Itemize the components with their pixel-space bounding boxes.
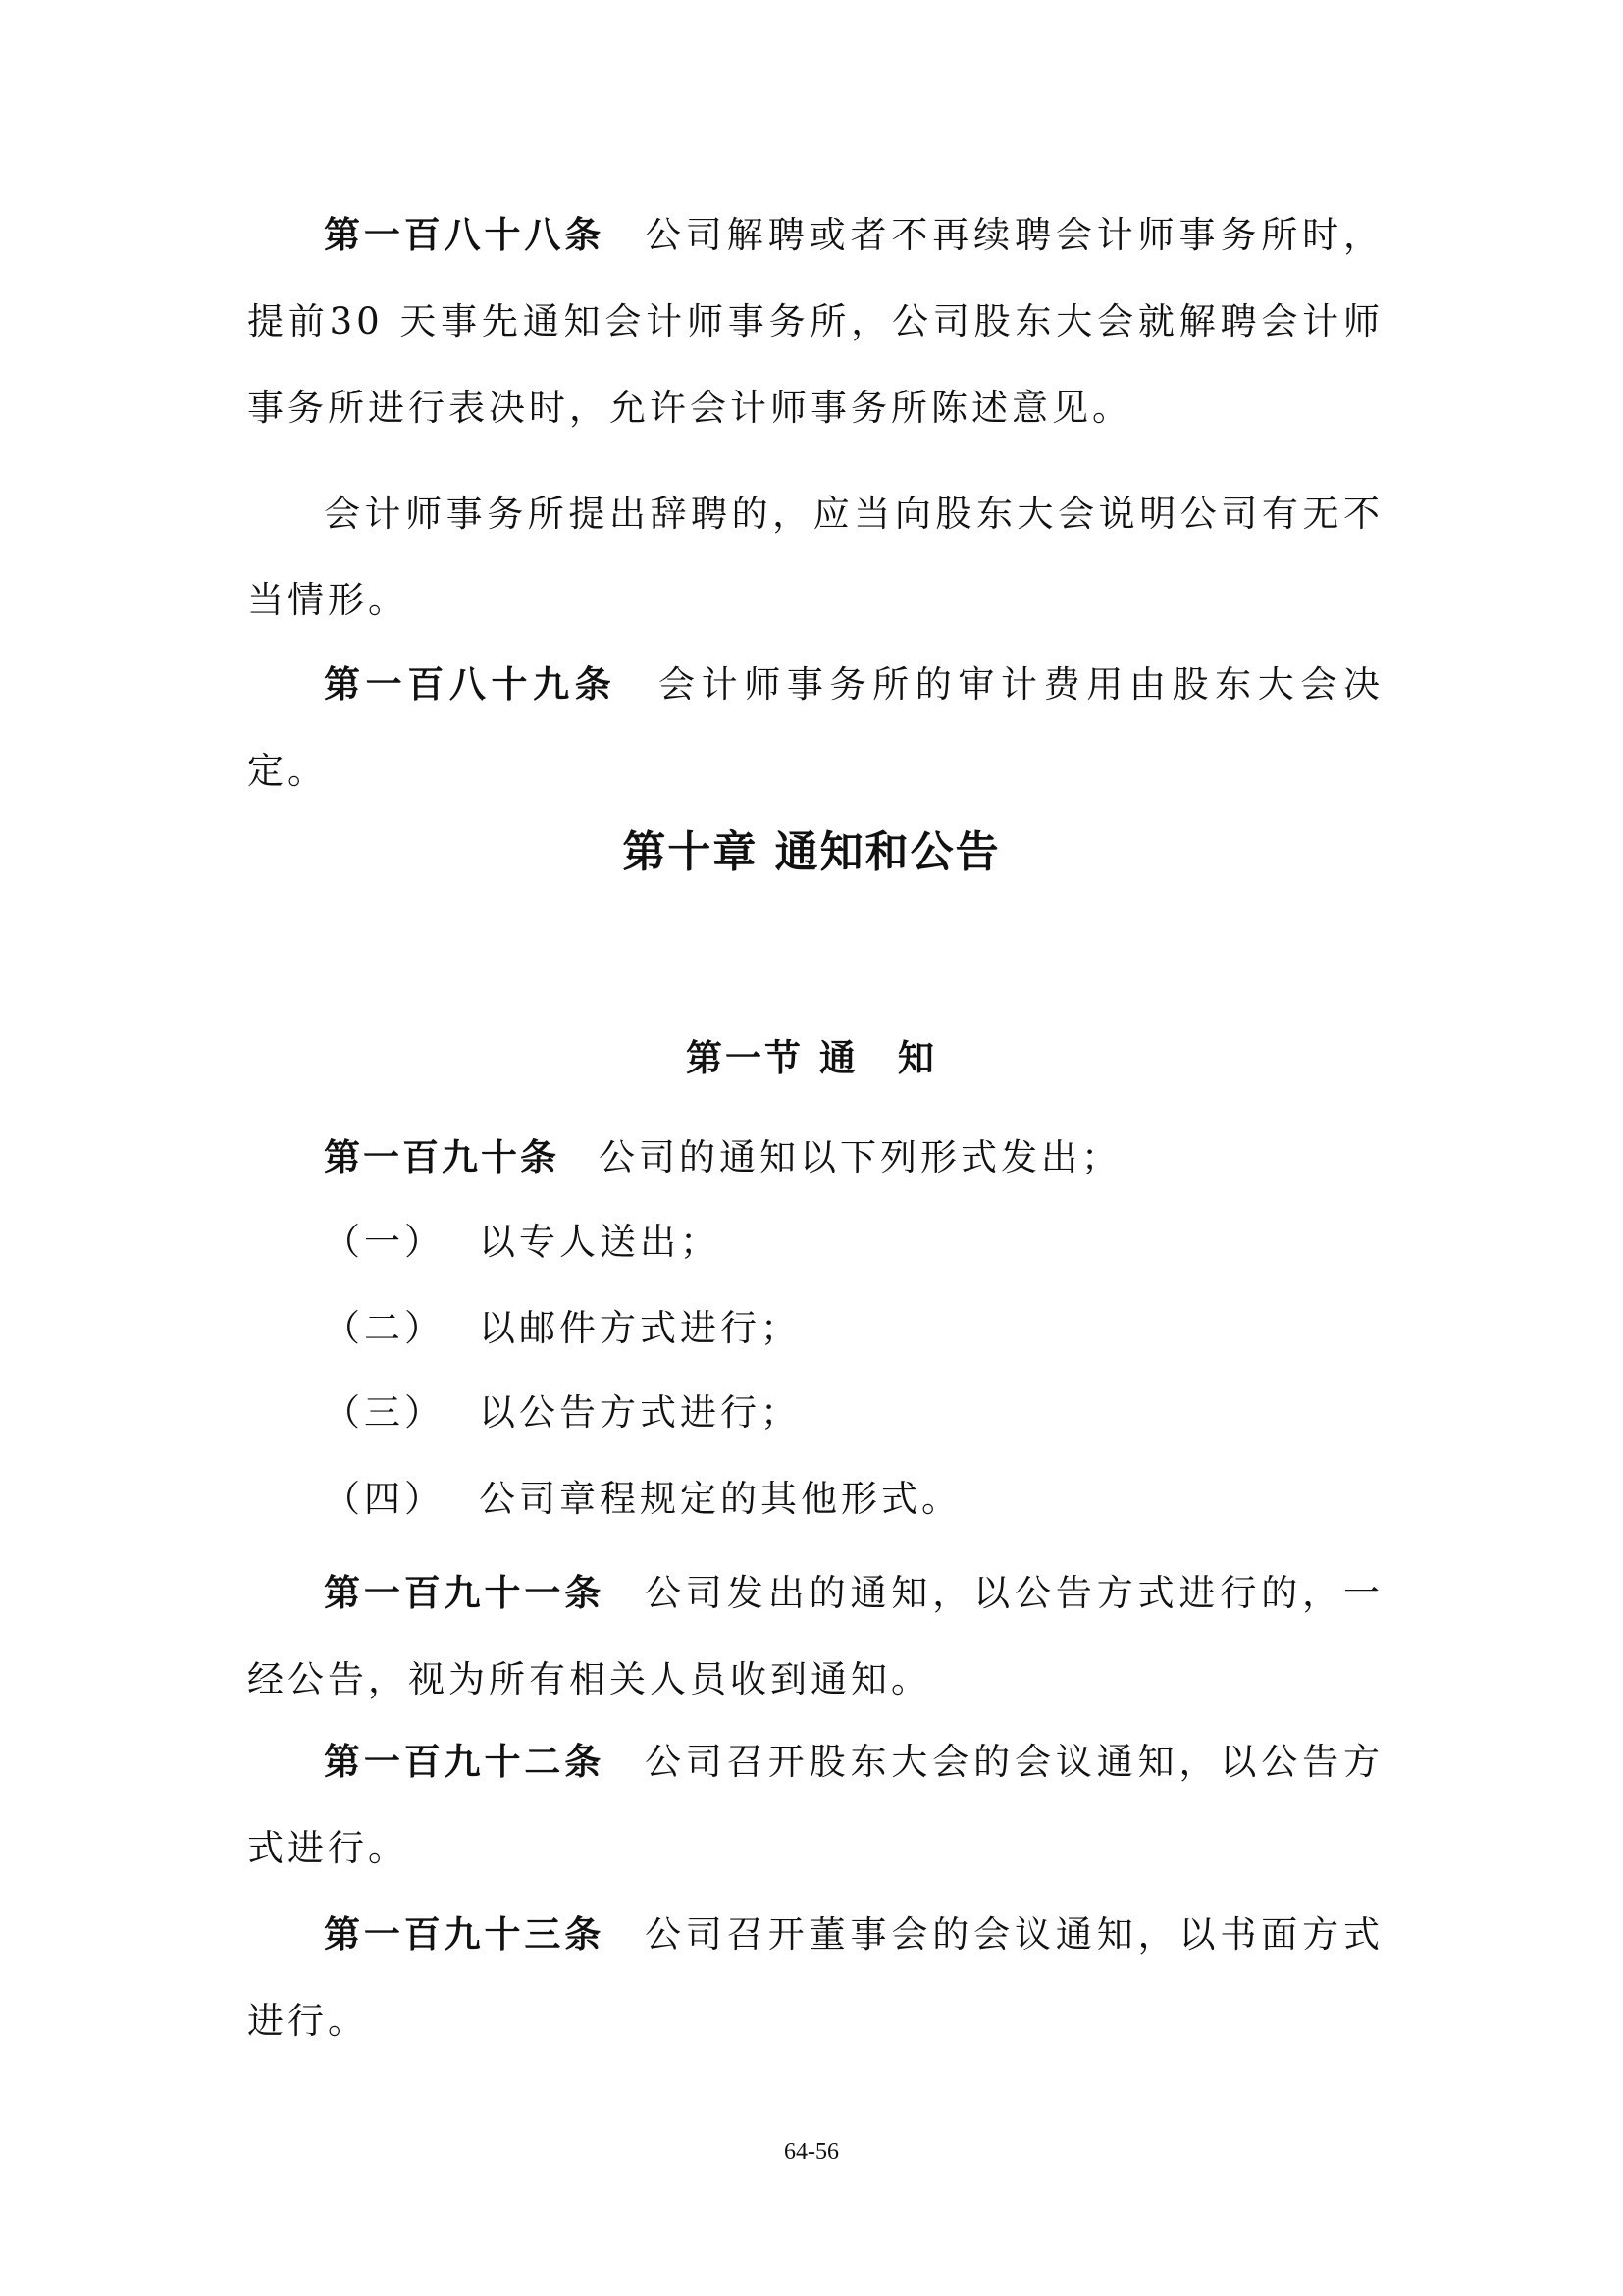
list-item	[324, 1383, 1403, 1442]
list-item-text: 以专人送出；	[479, 1221, 720, 1263]
page-number: 64-56	[784, 2139, 839, 2165]
list-item-text: 以邮件方式进行；	[479, 1307, 801, 1349]
list-item	[324, 1213, 1403, 1272]
article-193	[247, 1892, 1384, 2064]
list-item-text: 以公告方式进行；	[479, 1391, 801, 1434]
list-item-text: 公司章程规定的其他形式。	[479, 1478, 962, 1520]
list-item-mark: （四）	[324, 1478, 445, 1520]
article-189-text: 会计师事务所的审计费用由股东大会决定。	[247, 663, 1384, 792]
article-191	[247, 1550, 1384, 1723]
article-189	[247, 642, 1384, 814]
list-item-mark: （一）	[324, 1221, 445, 1263]
article-188-paragraph-2: 会计师事务所提出辞聘的，应当向股东大会说明公司有无不当情形。	[247, 493, 1384, 621]
article-188-label: 第一百八十八条	[324, 214, 605, 256]
article-191-label: 第一百九十一条	[324, 1572, 605, 1614]
chapter-title: 第十章 通知和公告	[622, 827, 1001, 877]
article-193-label: 第一百九十三条	[324, 1913, 605, 1956]
article-192	[247, 1719, 1384, 1892]
article-193-text: 公司召开董事会的会议通知，以书面方式进行。	[247, 1913, 1385, 2042]
article-190-text: 公司的通知以下列形式发出；	[599, 1136, 1122, 1178]
article-192-text: 公司召开股东大会的会议通知，以公告方式进行。	[247, 1741, 1385, 1869]
article-190	[247, 1115, 1384, 1201]
article-190-label: 第一百九十条	[324, 1136, 559, 1178]
list-item-mark: （二）	[324, 1307, 445, 1349]
article-189-label: 第一百八十九条	[324, 663, 617, 705]
article-188-text: 公司解聘或者不再续聘会计师事务所时，提前30 天事先通知会计师事务所，公司股东大会就解聘会计师事务所进行表决时，允许会计师事务所陈述意见。	[247, 214, 1385, 429]
list-item	[324, 1470, 1403, 1529]
article-192-label: 第一百九十二条	[324, 1741, 605, 1783]
article-191-text: 公司发出的通知，以公告方式进行的，一经公告，视为所有相关人员收到通知。	[247, 1572, 1385, 1700]
section-title: 第一节 通 知	[686, 1037, 937, 1079]
article-188	[247, 192, 1384, 451]
list-item	[324, 1299, 1403, 1358]
list-item-mark: （三）	[324, 1391, 445, 1434]
